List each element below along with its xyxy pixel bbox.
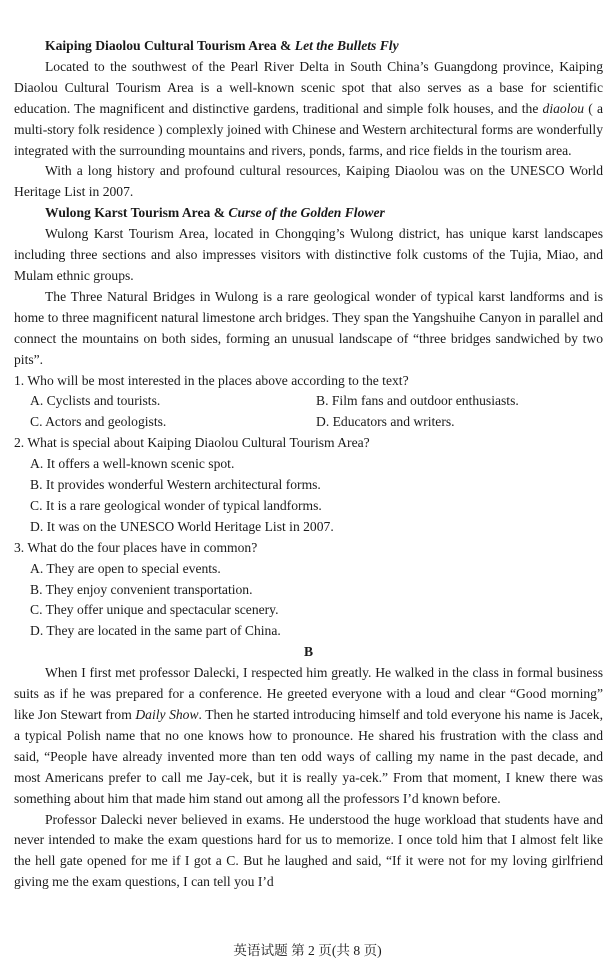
option-d: D. It was on the UNESCO World Heritage List in 2007. bbox=[30, 518, 334, 534]
option-c: C. They offer unique and spectacular scenery. bbox=[30, 602, 279, 618]
page-footer: 英语试题 第 2 页(共 8 页) bbox=[233, 943, 382, 958]
option-a: A. They are open to special events. bbox=[30, 560, 221, 576]
option-b: B. Film fans and outdoor enthusiasts. bbox=[316, 393, 519, 409]
text-span: . Then he started introducing himself and told everyone his name is Jacek, a typical Polish name that no one knows how to pronounce. He shared his frustration with the class and said, “People have already invented more than ten odd ways of calling my name in the past decade, and most Americans prefer to call me Jay-cek, but it is really ya-cek.” From that moment, I knew there was something about him that made him stand out among all the professors I’d known before. bbox=[14, 707, 604, 806]
option-d: D. They are located in the same part of China. bbox=[30, 623, 281, 639]
heading-film: Curse of the Golden Flower bbox=[228, 205, 385, 221]
document-page bbox=[14, 36, 603, 893]
question-3 bbox=[14, 538, 603, 643]
option-b: B. It provides wonderful Western architectural forms. bbox=[30, 477, 321, 493]
question-2 bbox=[14, 433, 603, 538]
question-stem: 2. What is special about Kaiping Diaolou Cultural Tourism Area? bbox=[14, 435, 370, 451]
heading-place: Kaiping Diaolou Cultural Tourism Area & bbox=[45, 38, 295, 53]
question-stem: 3. What do the four places have in common? bbox=[14, 539, 258, 555]
paragraph-kaiping-1 bbox=[14, 57, 603, 162]
paragraph-wulong-1: Wulong Karst Tourism Area, located in Chongqing’s Wulong district, has unique karst landscapes including three sections and also impresses visitors with distinctive folk customs of the Tujia, Miao, and Mulam ethnic groups. bbox=[14, 226, 603, 283]
paragraph-wulong-2: The Three Natural Bridges in Wulong is a rare geological wonder of typical karst landforms and is home to three magnificent natural limestone arch bridges. They span the Yangshuihe Canyon in parallel and connect the mountains on both sides, forming an unusual landscape of “three bridges sandwiched by two pits”. bbox=[14, 288, 603, 367]
heading-film: Let the Bullets Fly bbox=[294, 38, 399, 53]
section-label-b: B bbox=[303, 644, 314, 660]
text-span: When I first met professor Dalecki, I respected him greatly. He walked in the class in formal business suits as if he was prepared for a conference. He greeted everyone with a loud and clear “Good morning” like Jon Stewart from bbox=[14, 665, 603, 722]
paragraph-kaiping-2: With a long history and profound cultural resources, Kaiping Diaolou was on the UNESCO World Heritage List in 2007. bbox=[14, 163, 603, 200]
option-d: D. Educators and writers. bbox=[316, 414, 455, 430]
passage-heading-kaiping bbox=[45, 36, 603, 57]
text-span: Located to the southwest of the Pearl River Delta in South China’s Guangdong province, Kaiping Diaolou Cultural Tourism Area is a well-known scenic spot that also serves as a base for scientific education. The magnificent and distinctive gardens, traditional and simple folk houses, and the bbox=[14, 58, 603, 116]
paragraph-b-1 bbox=[14, 663, 603, 809]
passage-heading-wulong bbox=[45, 203, 603, 224]
option-c: C. Actors and geologists. bbox=[30, 414, 167, 430]
option-b: B. They enjoy convenient transportation. bbox=[30, 581, 253, 597]
text-span: ( a multi-story folk residence ) complexly joined with Chinese and Western architectural forms are wonderfully integrated with the surrounding mountains and rivers, ponds, farms, and rice fields in the tourism area. bbox=[14, 100, 603, 158]
option-a: A. Cyclists and tourists. bbox=[30, 393, 161, 409]
term-diaolou: diaolou bbox=[542, 100, 585, 116]
question-stem: 1. Who will be most interested in the places above according to the text? bbox=[14, 372, 409, 388]
question-1 bbox=[14, 371, 603, 434]
heading-place: Wulong Karst Tourism Area & bbox=[45, 205, 229, 221]
option-a: A. It offers a well-known scenic spot. bbox=[30, 456, 235, 472]
option-c: C. It is a rare geological wonder of typical landforms. bbox=[30, 497, 322, 513]
show-title: Daily Show bbox=[135, 707, 199, 722]
paragraph-b-2: Professor Dalecki never believed in exams. He understood the huge workload that students have and never intended to make the exam questions hard for us to memorize. I once told him that I almost felt like the hell gate opened for me if I got a C. But he laughed and said, “If it were not for my loving girlfriend giving me the exam questions, I can tell you I’d bbox=[14, 811, 603, 890]
